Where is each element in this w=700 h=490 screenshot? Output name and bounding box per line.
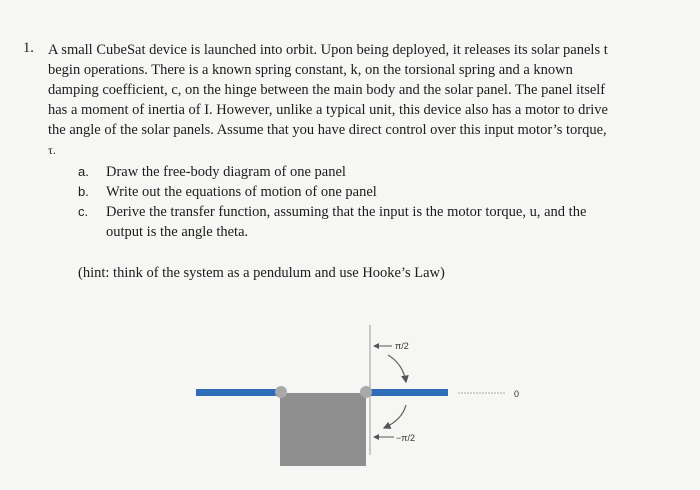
sub-question-text: output is the angle theta.: [106, 224, 249, 240]
angle-label-bottom: −π/2: [396, 433, 415, 443]
sub-question-text: Write out the equations of motion of one panel: [106, 184, 377, 200]
bottom-angle-arc: [384, 405, 406, 428]
left-solar-panel: [196, 389, 281, 396]
sub-question-text: Derive the transfer function, assuming that the input is the motor torque, u, and the: [106, 204, 587, 220]
hint-text: (hint: think of the system as a pendulum and use Hooke’s Law): [78, 265, 445, 281]
question-line: damping coefficient, c, on the hinge between the main body and the solar panel. The panel itself: [48, 82, 606, 98]
sub-question-letter: c.: [78, 204, 89, 219]
angle-label-zero: 0: [514, 389, 520, 399]
question-number: 1.: [23, 40, 34, 56]
question-line: begin operations. There is a known spring constant, k, on the torsional spring and a known: [48, 62, 573, 78]
question-line: τ.: [48, 143, 56, 157]
right-hinge: [360, 386, 372, 398]
sub-question-letter: a.: [78, 164, 89, 179]
question-line: has a moment of inertia of I. However, unlike a typical unit, this device also has a motor to drive: [48, 102, 608, 118]
angle-label-top: π/2: [395, 341, 409, 351]
question-line: the angle of the solar panels. Assume that you have direct control over this input motor’s torque,: [48, 122, 607, 138]
cubesat-body: [280, 393, 366, 466]
right-solar-panel: [366, 389, 448, 396]
sub-question-text: Draw the free-body diagram of one panel: [106, 164, 346, 180]
left-hinge: [275, 386, 287, 398]
top-angle-arc: [388, 355, 406, 382]
question-line: A small CubeSat device is launched into orbit. Upon being deployed, it releases its solar panels t: [48, 42, 608, 58]
sub-question-letter: b.: [78, 184, 89, 199]
